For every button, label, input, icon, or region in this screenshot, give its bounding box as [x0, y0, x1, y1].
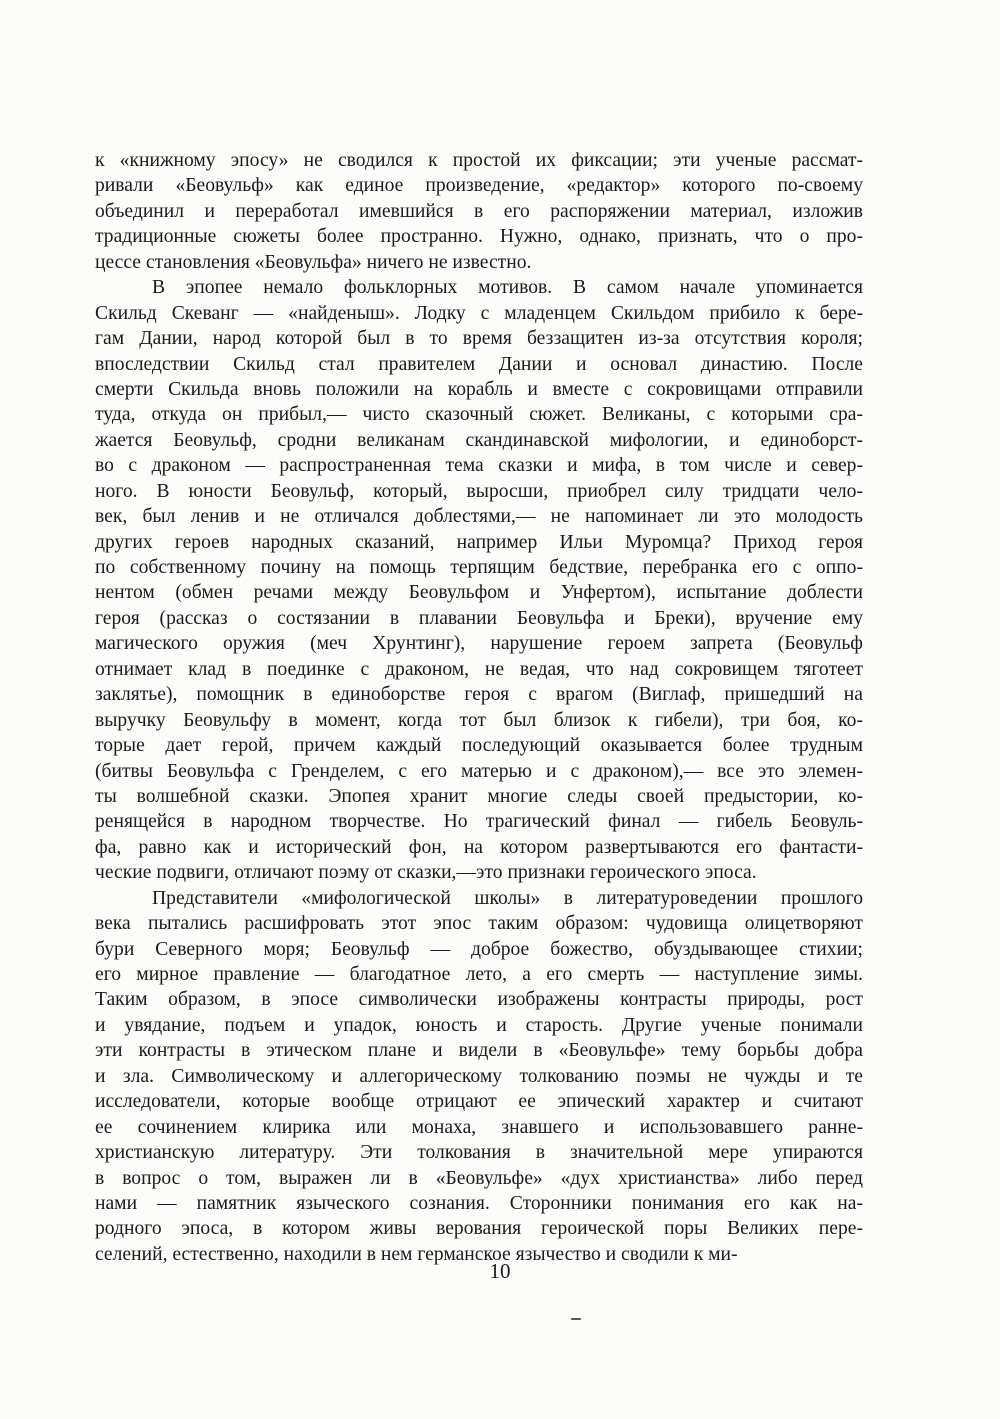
text-line: ренящейся в народном творчестве. Но трагический финал — гибель Беовуль-	[95, 811, 863, 833]
text-line: торые дает герой, причем каждый последующий оказывается более трудным	[95, 735, 863, 757]
text-line: (битвы Беовульфа с Гренделем, с его матерью и с драконом),— все это элемен-	[95, 760, 863, 782]
text-line: век, был ленив и не отличался доблестями,— не напоминает ли это молодость	[95, 506, 863, 528]
text-line: других героев народных сказаний, например Ильи Муромца? Приход героя	[95, 531, 863, 553]
text-line: в вопрос о том, выражен ли в «Беовульфе» «дух христианства» либо перед	[95, 1167, 863, 1189]
text-line: традиционные сюжеты более пространно. Нужно, однако, признать, что о про-	[95, 226, 863, 248]
text-line: его мирное правление — благодатное лето, а его смерть — наступление зимы.	[95, 964, 863, 985]
text-line: магического оружия (меч Хрунтинг), нарушение героем запрета (Беовульф	[95, 633, 863, 655]
text-line: во с драконом — распространенная тема сказки и мифа, в том числе и север-	[95, 455, 863, 477]
text-line: к «книжному эпосу» не сводился к простой их фиксации; эти ученые рассмат-	[95, 150, 863, 171]
paragraph	[95, 886, 863, 1268]
text-line: родного эпоса, в котором живы верования героической поры Великих пере-	[95, 1218, 863, 1240]
text-line: В эпопее немало фольклорных мотивов. В самом начале упоминается	[152, 277, 863, 299]
text-line: отнимает клад в поединке с драконом, не ведая, что над сокровищем тяготеет	[95, 658, 863, 680]
body-text	[95, 148, 863, 1267]
text-line: жается Беовульф, сродни великанам скандинавской мифологии, и единоборст-	[95, 429, 863, 451]
text-line: Скильд Скеванг — «найденыш». Лодку с младенцем Скильдом прибило к бере-	[95, 302, 863, 324]
text-line: нами — памятник языческого сознания. Сторонники понимания его как на-	[95, 1192, 863, 1214]
text-line: по собственному почину на помощь терпящим бедствие, перебранка его с оппо-	[95, 557, 863, 578]
text-line: цессе становления «Беовульфа» ничего не известно.	[95, 251, 532, 273]
text-line: фа, равно как и исторический фон, на котором развертываются его фантасти-	[95, 836, 863, 858]
text-line: Таким образом, в эпосе символически изображены контрасты природы, рост	[95, 989, 863, 1011]
text-line: исследователи, которые вообще отрицают ее эпический характер и считают	[95, 1091, 863, 1113]
text-line: селений, естественно, находили в нем германское язычество и сводили к ми-	[95, 1243, 738, 1265]
text-line: века пытались расшифровать этот эпос таким образом: чудовища олицетворяют	[95, 913, 863, 935]
text-line: и зла. Символическому и аллегорическому толкованию поэмы не чужды и те	[95, 1065, 863, 1087]
text-line: впоследствии Скильд стал правителем Дании и основал династию. После	[95, 353, 863, 375]
text-line: героя (рассказ о состязании в плавании Беовульфа и Бреки), вручение ему	[95, 607, 863, 629]
text-line: смерти Скильда вновь положили на корабль и вместе с сокровищами отправили	[95, 378, 863, 400]
text-line: выручку Беовульфу в момент, когда тот был близок к гибели), три боя, ко-	[95, 709, 863, 731]
paragraph	[95, 275, 863, 886]
text-line: заклятье), помощник в единоборстве героя с врагом (Виглаф, пришедший на	[95, 684, 863, 706]
text-line: ного. В юности Беовульф, который, выросши, приобрел силу тридцати чело-	[95, 480, 863, 502]
text-line: ты волшебной сказки. Эпопея хранит многие следы своей предыстории, ко-	[95, 785, 863, 807]
text-line: бури Северного моря; Беовульф — доброе божество, обуздывающее стихии;	[95, 938, 863, 960]
text-line: объединил и переработал имевшийся в его распоряжении материал, изложив	[95, 200, 863, 222]
text-line: туда, откуда он прибыл,— чисто сказочный сюжет. Великаны, с которыми сра-	[95, 404, 863, 426]
page-number: 10	[489, 1259, 511, 1283]
text-line: ривали «Беовульф» как единое произведение, «редактор» которого по-своему	[95, 175, 863, 197]
text-line: эти контрасты в этическом плане и видели в «Беовульфе» тему борьбы добра	[95, 1040, 863, 1062]
scan-speck	[571, 1318, 581, 1320]
text-line: нентом (обмен речами между Беовульфом и Унфертом), испытание доблести	[95, 582, 863, 604]
text-line: и увядание, подъем и упадок, юность и старость. Другие ученые понимали	[95, 1014, 863, 1036]
paragraph	[95, 148, 863, 275]
text-line: ее сочинением клирика или монаха, знавшего и использовавшего ранне-	[95, 1116, 863, 1138]
text-line: Представители «мифологической школы» в литературоведении прошлого	[152, 887, 863, 909]
text-line: гам Дании, народ которой был в то время беззащитен из-за отсутствия короля;	[95, 328, 863, 350]
text-line: ческие подвиги, отличают поэму от сказки,—это признаки героического эпоса.	[95, 862, 757, 884]
text-line: христианскую литературу. Эти толкования в значительной мере упираются	[95, 1142, 863, 1164]
